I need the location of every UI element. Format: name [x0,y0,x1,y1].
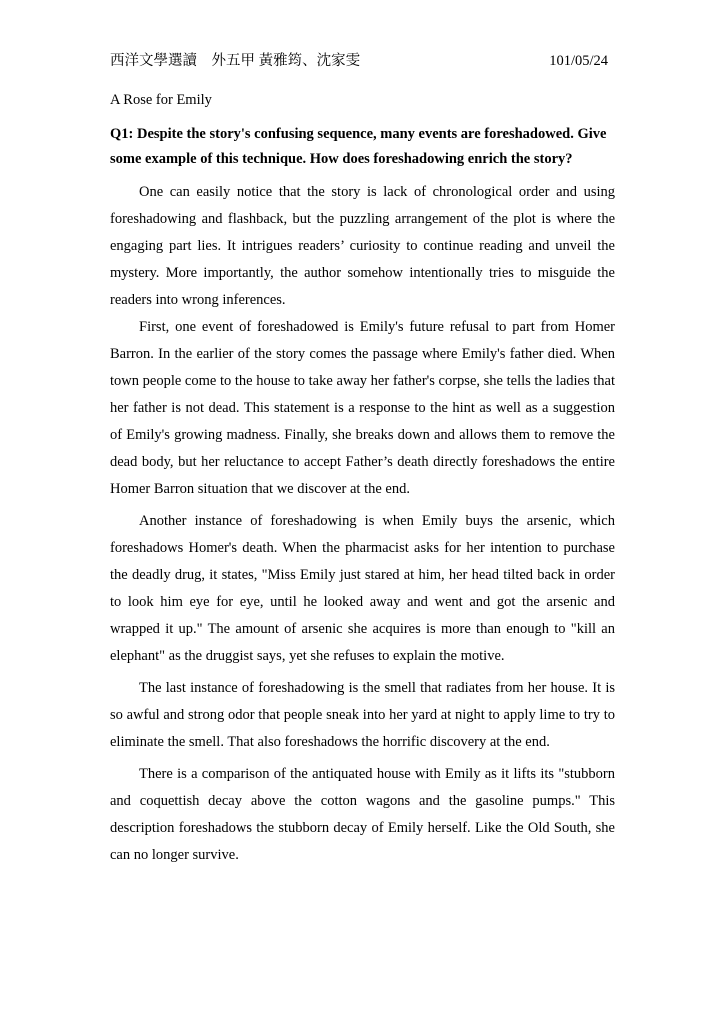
header-course-authors: 西洋文學選讀 外五甲 黃雅筠、沈家雯 [110,53,361,69]
paragraph-2: First, one event of foreshadowed is Emily's future refusal to part from Homer Barron. In the earlier of the story comes the passage where Emily's father died. When town people come to the house to take away her father's corpse, she tells the ladies that her father is not dead. This statement is a response to the hint as well as a suggestion of Emily's growing madness. Finally, she breaks down and allows them to remove the dead body, but her reluctance to accept Father’s death directly foreshadows the entire Homer Barron situation that we discover at the end. [110,319,615,497]
paragraph-1: One can easily notice that the story is lack of chronological order and using foreshadowing and flashback, but the puzzling arrangement of the plot is where the engaging part lies. It intrigues readers’ curiosity to continue reading and unveil the mystery. More importantly, the author somehow intentionally tries to misguide the readers into wrong inferences. [110,184,615,308]
page-header [110,51,608,71]
question-text: Q1: Despite the story's confusing sequence, many events are foreshadowed. Give some example of this technique. How does foreshadowing enrich the story? [110,126,607,167]
essay-body [110,179,615,869]
document-title: A Rose for Emily [110,92,212,108]
paragraph-4: The last instance of foreshadowing is the smell that radiates from her house. It is so awful and strong odor that people sneak into her yard at night to apply lime to try to eliminate the smell. That also foreshadows the horrific discovery at the end. [110,680,615,750]
header-date: 101/05/24 [549,53,608,69]
paragraph-5: There is a comparison of the antiquated house with Emily as it lifts its "stubborn and coquettish decay above the cotton wagons and the gasoline pumps." This description foreshadows the stubborn decay of Emily herself. Like the Old South, she can no longer survive. [110,766,615,863]
paragraph-3: Another instance of foreshadowing is when Emily buys the arsenic, which foreshadows Homer's death. When the pharmacist asks for her intention to purchase the deadly drug, it states, "Miss Emily just stared at him, her head tilted back in order to look him eye for eye, until he looked away and went and got the arsenic and wrapped it up." The amount of arsenic she acquires is more than enough to "kill an elephant" as the druggist says, yet she refuses to explain the motive. [110,513,615,664]
